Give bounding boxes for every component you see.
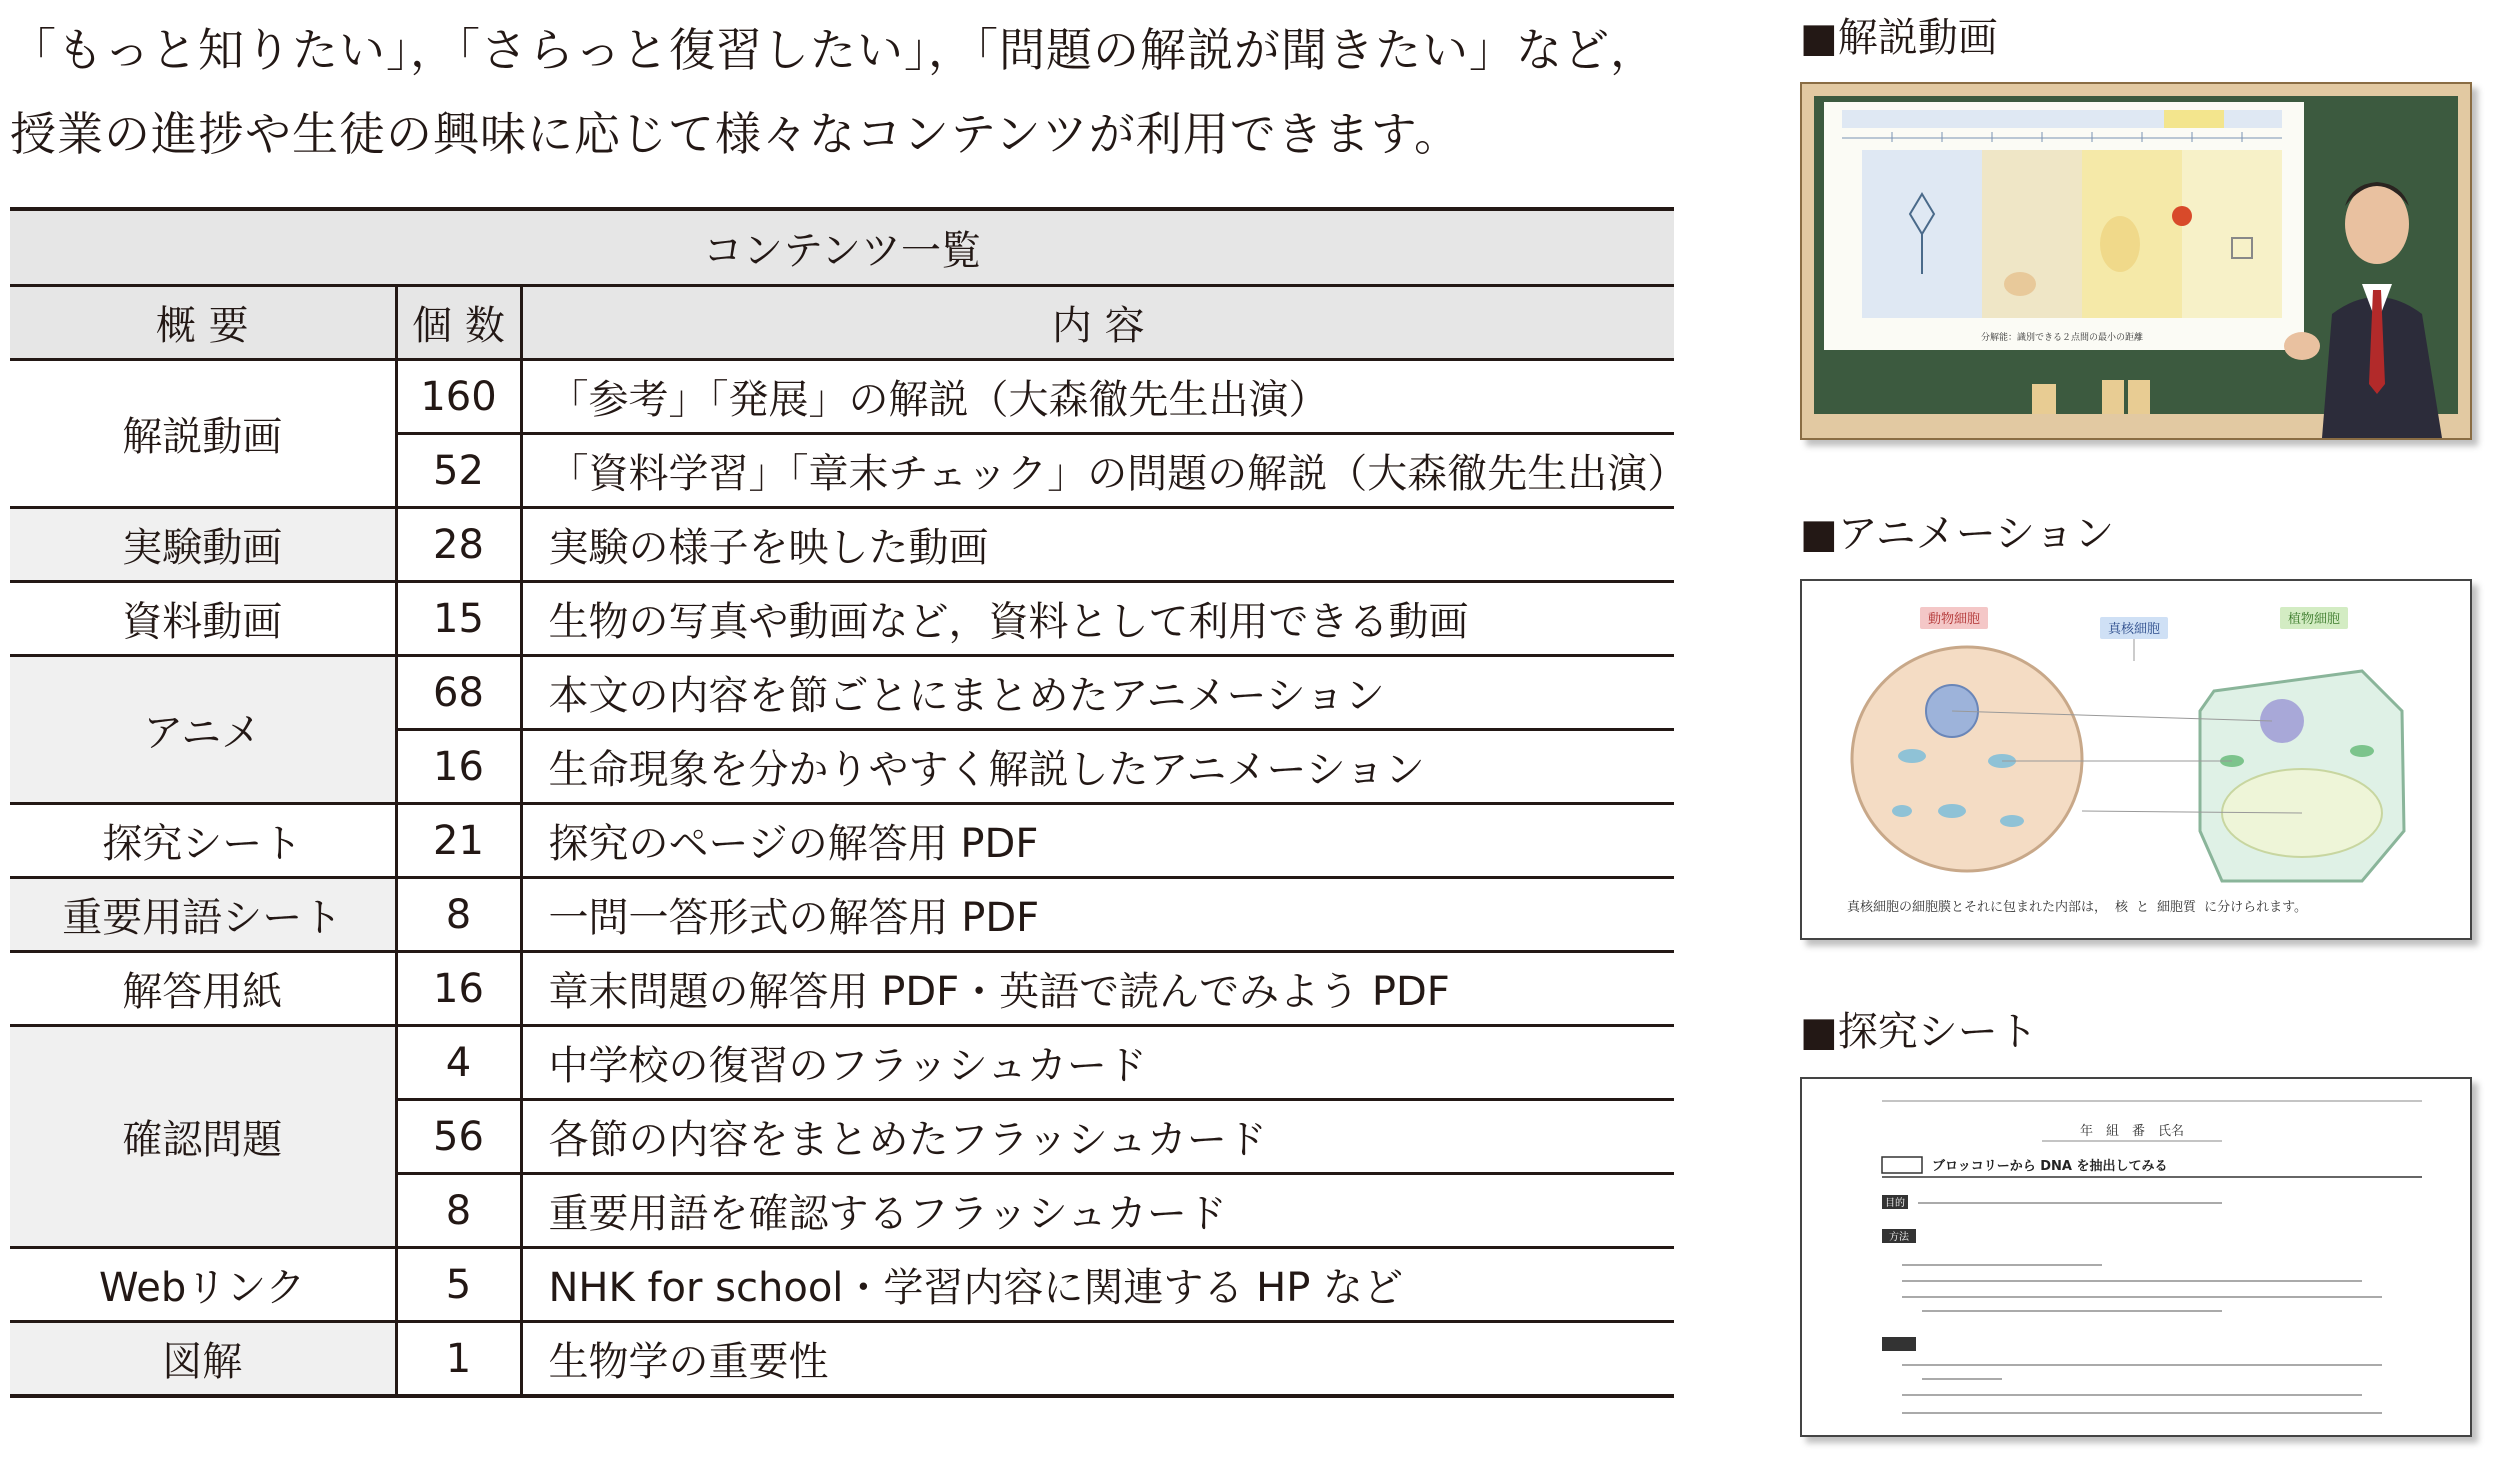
category-cell: 実験動画 — [10, 508, 396, 582]
inquiry-sheet-illustration — [1802, 1079, 2470, 1435]
count-cell: 8 — [396, 878, 521, 952]
table-row — [10, 360, 1674, 434]
panel-title-video: ■解説動画 — [1800, 15, 1998, 61]
desc-cell: 重要用語を確認するフラッシュカード — [521, 1174, 1674, 1248]
caption-keyword-nucleus: 核 — [2115, 900, 2129, 915]
video-chart-title: 分解能：識別できる２点間の最小の距離 — [1980, 333, 2144, 343]
category-cell: 探究シート — [10, 804, 396, 878]
caption-suffix: に分けられます。 — [2204, 900, 2308, 915]
count-cell: 15 — [396, 582, 521, 656]
label-eukaryotic-cell: 真核細胞 — [2107, 622, 2161, 637]
count-cell: 21 — [396, 804, 521, 878]
count-cell: 1 — [396, 1322, 521, 1397]
desc-cell: 本文の内容を節ごとにまとめたアニメーション — [521, 656, 1674, 730]
caption-keyword-cytoplasm: 細胞質 — [2157, 900, 2197, 915]
sheet-method-label: 方法 — [1889, 1232, 1909, 1243]
count-cell: 160 — [396, 360, 521, 434]
table-row — [10, 508, 1674, 582]
caption-and: と — [2136, 900, 2150, 915]
category-cell: 確認問題 — [10, 1026, 396, 1248]
animation-thumbnail — [1800, 579, 2472, 940]
count-cell: 52 — [396, 434, 521, 508]
category-cell: 図解 — [10, 1322, 396, 1397]
label-animal-cell: 動物細胞 — [1927, 612, 1981, 627]
desc-cell: 探究のページの解答用 PDF — [521, 804, 1674, 878]
count-cell: 68 — [396, 656, 521, 730]
count-cell: 8 — [396, 1174, 521, 1248]
category-cell: 重要用語シート — [10, 878, 396, 952]
count-cell: 4 — [396, 1026, 521, 1100]
animation-caption — [1847, 899, 2307, 915]
count-cell: 16 — [396, 952, 521, 1026]
desc-cell: 各節の内容をまとめたフラッシュカード — [521, 1100, 1674, 1174]
header-content: 内 容 — [521, 286, 1674, 360]
intro-text — [10, 8, 1730, 176]
panel-title-inquiry: ■探究シート — [1800, 1009, 2038, 1055]
desc-cell: 生物の写真や動画など，資料として利用できる動画 — [521, 582, 1674, 656]
category-cell: 解答用紙 — [10, 952, 396, 1026]
desc-cell: 中学校の復習のフラッシュカード — [521, 1026, 1674, 1100]
table-caption: コンテンツ一覧 — [10, 209, 1674, 286]
video-illustration — [1802, 84, 2470, 438]
header-summary: 概 要 — [10, 286, 396, 360]
sheet-purpose-label: 目的 — [1885, 1198, 1905, 1209]
desc-cell: 実験の様子を映した動画 — [521, 508, 1674, 582]
sheet-name-field: 年 組 番 氏名 — [2079, 1124, 2185, 1139]
panel-title-animation: ■アニメーション — [1800, 511, 2115, 557]
table-row — [10, 1026, 1674, 1100]
inquiry-sheet-thumbnail — [1800, 1077, 2472, 1437]
count-cell: 56 — [396, 1100, 521, 1174]
table-row — [10, 582, 1674, 656]
desc-cell: 生物学の重要性 — [521, 1322, 1674, 1397]
category-cell: 解説動画 — [10, 360, 396, 508]
desc-cell: 生命現象を分かりやすく解説したアニメーション — [521, 730, 1674, 804]
category-cell: Webリンク — [10, 1248, 396, 1322]
cell-animation-illustration — [1802, 581, 2470, 938]
desc-cell: 「参考」「発展」の解説（大森徹先生出演） — [521, 360, 1674, 434]
caption-text: 真核細胞の細胞膜とそれに包まれた内部は， — [1847, 900, 2108, 915]
table-row — [10, 878, 1674, 952]
sheet-heading: ブロッコリーから DNA を抽出してみる — [1932, 1159, 2168, 1174]
table-row — [10, 1322, 1674, 1397]
intro-line-1: 「もっと知りたい」，「さらっと復習したい」，「問題の解説が聞きたい」など， — [10, 23, 1657, 77]
desc-cell: 章末問題の解答用 PDF・英語で読んでみよう PDF — [521, 952, 1674, 1026]
header-count: 個 数 — [396, 286, 521, 360]
count-cell: 28 — [396, 508, 521, 582]
label-plant-cell: 植物細胞 — [2287, 612, 2341, 627]
table-row — [10, 1248, 1674, 1322]
desc-cell: NHK for school・学習内容に関連する HP など — [521, 1248, 1674, 1322]
category-cell: アニメ — [10, 656, 396, 804]
count-cell: 5 — [396, 1248, 521, 1322]
table-row — [10, 656, 1674, 730]
table-row — [10, 804, 1674, 878]
desc-cell: 一問一答形式の解答用 PDF — [521, 878, 1674, 952]
count-cell: 16 — [396, 730, 521, 804]
desc-cell: 「資料学習」「章末チェック」の問題の解説（大森徹先生出演） — [521, 434, 1674, 508]
intro-line-2: 授業の進捗や生徒の興味に応じて様々なコンテンツが利用できます。 — [10, 107, 1462, 161]
table-row — [10, 952, 1674, 1026]
contents-table — [10, 207, 1688, 1398]
category-cell: 資料動画 — [10, 582, 396, 656]
video-thumbnail — [1800, 82, 2472, 440]
